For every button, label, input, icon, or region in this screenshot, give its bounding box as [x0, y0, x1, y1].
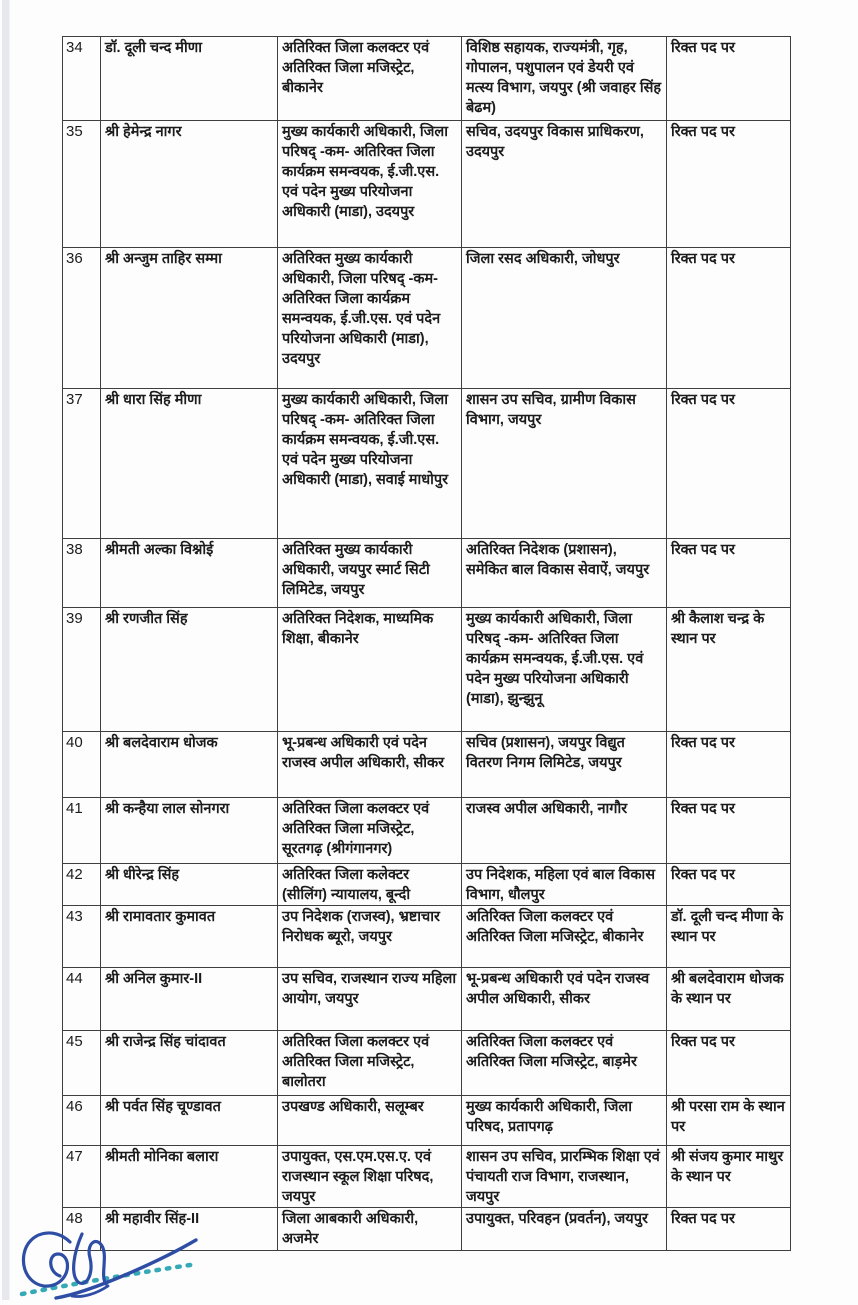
cell-name — [101, 798, 278, 864]
cell-text-current-post: अतिरिक्त मुख्य कार्यकारी अधिकारी, जिला परिषद् -कम-अतिरिक्त जिला कार्यक्रम समन्वयक, ई.जी.एस. एवं पदेन परियोजना अधिकारी (माडा), उदयपुर — [282, 251, 441, 367]
table-row — [63, 539, 791, 608]
cell-remark — [667, 1146, 791, 1208]
transfer-orders-table — [62, 36, 791, 1251]
cell-current-post — [278, 1146, 462, 1208]
cell-text-current-post: मुख्य कार्यकारी अधिकारी, जिला परिषद् -कम- अतिरिक्त जिला कार्यक्रम समन्वयक, ई.जी.एस. एवं पदेन मुख्य परियोजना अधिकारी (माडा), उदयपुर — [282, 124, 448, 220]
cell-remark — [667, 968, 791, 1031]
cell-new-post — [462, 1031, 667, 1096]
cell-text-name: श्री बलदेवाराम धोजक — [105, 735, 218, 751]
cell-name — [101, 389, 278, 539]
cell-text-current-post: उप निदेशक (राजस्व), भ्रष्टाचार निरोधक ब्यूरो, जयपुर — [282, 909, 440, 945]
cell-text-new-post: मुख्य कार्यकारी अधिकारी, जिला परिषद् -कम- अतिरिक्त जिला कार्यक्रम समन्वयक, ई.जी.एस. एवं पदेन मुख्य परियोजना अधिकारी (माडा), झुन्झुनू — [466, 611, 644, 707]
cell-sno — [63, 864, 101, 906]
cell-name — [101, 248, 278, 389]
cell-sno — [63, 37, 101, 121]
cell-name — [101, 37, 278, 121]
cell-current-post — [278, 539, 462, 608]
cell-text-sno: 47 — [66, 1148, 83, 1165]
cell-current-post — [278, 968, 462, 1031]
cell-text-remark: रिक्त पद पर — [671, 867, 735, 883]
cell-text-sno: 48 — [66, 1210, 83, 1227]
cell-new-post — [462, 389, 667, 539]
table-row — [63, 864, 791, 906]
cell-new-post — [462, 37, 667, 121]
cell-remark — [667, 539, 791, 608]
cell-text-name: डॉ. दूली चन्द मीणा — [105, 40, 202, 56]
cell-text-new-post: अतिरिक्त जिला कलक्टर एवं अतिरिक्त जिला मजिस्ट्रेट, बाड़मेर — [466, 1034, 637, 1070]
scan-edge-strip — [2, 0, 10, 1300]
cell-text-sno: 44 — [66, 970, 83, 987]
cell-text-sno: 38 — [66, 541, 83, 558]
cell-remark — [667, 37, 791, 121]
cell-current-post — [278, 1208, 462, 1251]
cell-new-post — [462, 539, 667, 608]
cell-name — [101, 864, 278, 906]
cell-text-sno: 35 — [66, 123, 83, 140]
cell-remark — [667, 1096, 791, 1146]
cell-new-post — [462, 1208, 667, 1251]
cell-remark — [667, 864, 791, 906]
cell-text-sno: 37 — [66, 391, 83, 408]
table-row — [63, 968, 791, 1031]
cell-name — [101, 539, 278, 608]
cell-new-post — [462, 248, 667, 389]
cell-current-post — [278, 906, 462, 968]
cell-remark — [667, 248, 791, 389]
cell-sno — [63, 389, 101, 539]
cell-name — [101, 1096, 278, 1146]
cell-new-post — [462, 906, 667, 968]
cell-text-name: श्री रामावतार कुमावत — [105, 909, 216, 925]
cell-name — [101, 608, 278, 732]
cell-new-post — [462, 798, 667, 864]
cell-sno — [63, 1096, 101, 1146]
signature-dotted-line — [22, 1264, 197, 1294]
cell-remark — [667, 121, 791, 248]
cell-text-sno: 40 — [66, 734, 83, 751]
cell-text-remark: रिक्त पद पर — [671, 1211, 735, 1227]
cell-text-name: श्री पर्वत सिंह चूण्डावत — [105, 1099, 221, 1115]
cell-text-new-post: अतिरिक्त जिला कलक्टर एवं अतिरिक्त जिला मजिस्ट्रेट, बीकानेर — [466, 909, 644, 945]
cell-sno — [63, 906, 101, 968]
cell-current-post — [278, 121, 462, 248]
cell-text-sno: 39 — [66, 610, 83, 627]
cell-text-sno: 36 — [66, 250, 83, 267]
table-row — [63, 906, 791, 968]
cell-sno — [63, 732, 101, 798]
table-row — [63, 608, 791, 732]
cell-text-current-post: अतिरिक्त निदेशक, माध्यमिक शिक्षा, बीकानेर — [282, 611, 434, 647]
table-row — [63, 798, 791, 864]
cell-text-remark: श्री संजय कुमार माथुर के स्थान पर — [671, 1149, 784, 1185]
table-row — [63, 37, 791, 121]
cell-name — [101, 1208, 278, 1251]
cell-text-sno: 45 — [66, 1033, 83, 1050]
cell-text-name: श्री धारा सिंह मीणा — [105, 392, 202, 408]
cell-text-current-post: भू-प्रबन्ध अधिकारी एवं पदेन राजस्व अपील अधिकारी, सीकर — [282, 735, 445, 771]
cell-text-new-post: अतिरिक्त निदेशक (प्रशासन), समेकित बाल विकास सेवाऐं, जयपुर — [466, 542, 650, 578]
cell-text-remark: रिक्त पद पर — [671, 124, 735, 140]
cell-text-current-post: अतिरिक्त मुख्य कार्यकारी अधिकारी, जयपुर स्मार्ट सिटी लिमिटेड, जयपुर — [282, 542, 430, 598]
cell-remark — [667, 1031, 791, 1096]
cell-text-name: श्री रणजीत सिंह — [105, 611, 188, 627]
cell-text-name: श्रीमती मोनिका बलारा — [105, 1149, 219, 1165]
cell-current-post — [278, 248, 462, 389]
cell-text-name: श्री अनिल कुमार-II — [105, 971, 203, 987]
cell-text-name: श्रीमती अल्का विश्नोई — [105, 542, 214, 558]
cell-text-current-post: अतिरिक्त जिला कलक्टर एवं अतिरिक्त जिला मजिस्ट्रेट, सूरतगढ़ (श्रीगंगानगर) — [282, 801, 430, 857]
cell-remark — [667, 798, 791, 864]
cell-text-remark: रिक्त पद पर — [671, 251, 735, 267]
cell-text-new-post: राजस्व अपील अधिकारी, नागौर — [466, 801, 628, 817]
cell-current-post — [278, 1031, 462, 1096]
table-row — [63, 389, 791, 539]
cell-sno — [63, 1031, 101, 1096]
cell-text-remark: रिक्त पद पर — [671, 735, 735, 751]
cell-current-post — [278, 864, 462, 906]
cell-current-post — [278, 37, 462, 121]
table-row — [63, 248, 791, 389]
cell-sno — [63, 539, 101, 608]
cell-name — [101, 1146, 278, 1208]
cell-sno — [63, 798, 101, 864]
cell-text-sno: 41 — [66, 800, 83, 817]
cell-text-new-post: विशिष्ठ सहायक, राज्यमंत्री, गृह, गोपालन, पशुपालन एवं डेयरी एवं मत्स्य विभाग, जयपुर (श्री जवाहर सिंह बेढम) — [466, 40, 662, 116]
cell-name — [101, 906, 278, 968]
cell-sno — [63, 968, 101, 1031]
cell-new-post — [462, 1096, 667, 1146]
cell-new-post — [462, 864, 667, 906]
cell-text-new-post: शासन उप सचिव, ग्रामीण विकास विभाग, जयपुर — [466, 392, 636, 428]
table-row — [63, 1146, 791, 1208]
cell-name — [101, 1031, 278, 1096]
cell-text-current-post: अतिरिक्त जिला कलेक्टर (सीलिंग) न्यायालय, बून्दी — [282, 867, 411, 903]
cell-text-new-post: शासन उप सचिव, प्रारम्भिक शिक्षा एवं पंचायती राज विभाग, राजस्थान, जयपुर — [466, 1149, 660, 1205]
cell-sno — [63, 608, 101, 732]
cell-new-post — [462, 732, 667, 798]
cell-text-name: श्री महावीर सिंह-II — [105, 1211, 200, 1227]
cell-remark — [667, 906, 791, 968]
cell-text-new-post: उपायुक्त, परिवहन (प्रवर्तन), जयपुर — [466, 1211, 648, 1227]
table-row — [63, 732, 791, 798]
table-row — [63, 121, 791, 248]
cell-text-sno: 46 — [66, 1098, 83, 1115]
cell-name — [101, 732, 278, 798]
cell-sno — [63, 1146, 101, 1208]
cell-text-new-post: मुख्य कार्यकारी अधिकारी, जिला परिषद, प्रतापगढ़ — [466, 1099, 632, 1135]
cell-sno — [63, 1208, 101, 1251]
table-row — [63, 1031, 791, 1096]
cell-text-sno: 42 — [66, 866, 83, 883]
cell-remark — [667, 1208, 791, 1251]
table-row — [63, 1208, 791, 1251]
cell-name — [101, 121, 278, 248]
cell-text-remark: श्री कैलाश चन्द्र के स्थान पर — [671, 611, 765, 647]
cell-new-post — [462, 968, 667, 1031]
cell-remark — [667, 389, 791, 539]
cell-text-new-post: उप निदेशक, महिला एवं बाल विकास विभाग, धौलपुर — [466, 867, 656, 903]
cell-sno — [63, 121, 101, 248]
cell-new-post — [462, 1146, 667, 1208]
cell-text-new-post: सचिव, उदयपुर विकास प्राधिकरण, उदयपुर — [466, 124, 644, 160]
cell-remark — [667, 608, 791, 732]
cell-text-name: श्री धीरेन्द्र सिंह — [105, 867, 180, 883]
signature-ink — [72, 1286, 108, 1297]
cell-text-current-post: उपखण्ड अधिकारी, सलूम्बर — [282, 1099, 424, 1115]
cell-text-remark: रिक्त पद पर — [671, 392, 735, 408]
cell-text-new-post: भू-प्रबन्ध अधिकारी एवं पदेन राजस्व अपील अधिकारी, सीकर — [466, 971, 650, 1007]
cell-current-post — [278, 389, 462, 539]
cell-current-post — [278, 1096, 462, 1146]
cell-text-sno: 43 — [66, 908, 83, 925]
cell-current-post — [278, 798, 462, 864]
cell-text-current-post: अतिरिक्त जिला कलक्टर एवं अतिरिक्त जिला मजिस्ट्रेट, बालोतरा — [282, 1034, 430, 1090]
cell-text-current-post: उप सचिव, राजस्थान राज्य महिला आयोग, जयपुर — [282, 971, 457, 1007]
cell-text-name: श्री कन्हैया लाल सोनगरा — [105, 801, 230, 817]
cell-text-new-post: सचिव (प्रशासन), जयपुर विद्युत वितरण निगम लिमिटेड, जयपुर — [466, 735, 625, 771]
cell-text-remark: श्री बलदेवाराम धोजक के स्थान पर — [671, 971, 784, 1007]
table-row — [63, 1096, 791, 1146]
cell-text-remark: रिक्त पद पर — [671, 542, 735, 558]
cell-new-post — [462, 121, 667, 248]
cell-current-post — [278, 732, 462, 798]
cell-text-current-post: मुख्य कार्यकारी अधिकारी, जिला परिषद् -कम- अतिरिक्त जिला कार्यक्रम समन्वयक, ई.जी.एस. एवं पदेन मुख्य परियोजना अधिकारी (माडा), सवाई माधोपुर — [282, 392, 449, 488]
cell-text-current-post: जिला आबकारी अधिकारी, अजमेर — [282, 1211, 419, 1247]
cell-sno — [63, 248, 101, 389]
cell-current-post — [278, 608, 462, 732]
cell-text-new-post: जिला रसद अधिकारी, जोधपुर — [466, 251, 620, 267]
cell-text-remark: श्री परसा राम के स्थान पर — [671, 1099, 785, 1135]
cell-new-post — [462, 608, 667, 732]
cell-text-remark: रिक्त पद पर — [671, 40, 735, 56]
cell-text-remark: डॉ. दूली चन्द मीणा के स्थान पर — [671, 909, 784, 945]
cell-remark — [667, 732, 791, 798]
table-body — [63, 37, 791, 1251]
cell-text-name: श्री हेमेन्द्र नागर — [105, 124, 182, 140]
cell-text-name: श्री राजेन्द्र सिंह चांदावत — [105, 1034, 226, 1050]
cell-text-remark: रिक्त पद पर — [671, 1034, 735, 1050]
cell-text-current-post: अतिरिक्त जिला कलक्टर एवं अतिरिक्त जिला मजिस्ट्रेट, बीकानेर — [282, 40, 430, 96]
cell-name — [101, 968, 278, 1031]
cell-text-sno: 34 — [66, 39, 83, 56]
cell-text-current-post: उपायुक्त, एस.एम.एस.ए. एवं राजस्थान स्कूल शिक्षा परिषद, जयपुर — [282, 1149, 434, 1205]
cell-text-name: श्री अन्जुम ताहिर सम्मा — [105, 251, 222, 267]
cell-text-remark: रिक्त पद पर — [671, 801, 735, 817]
